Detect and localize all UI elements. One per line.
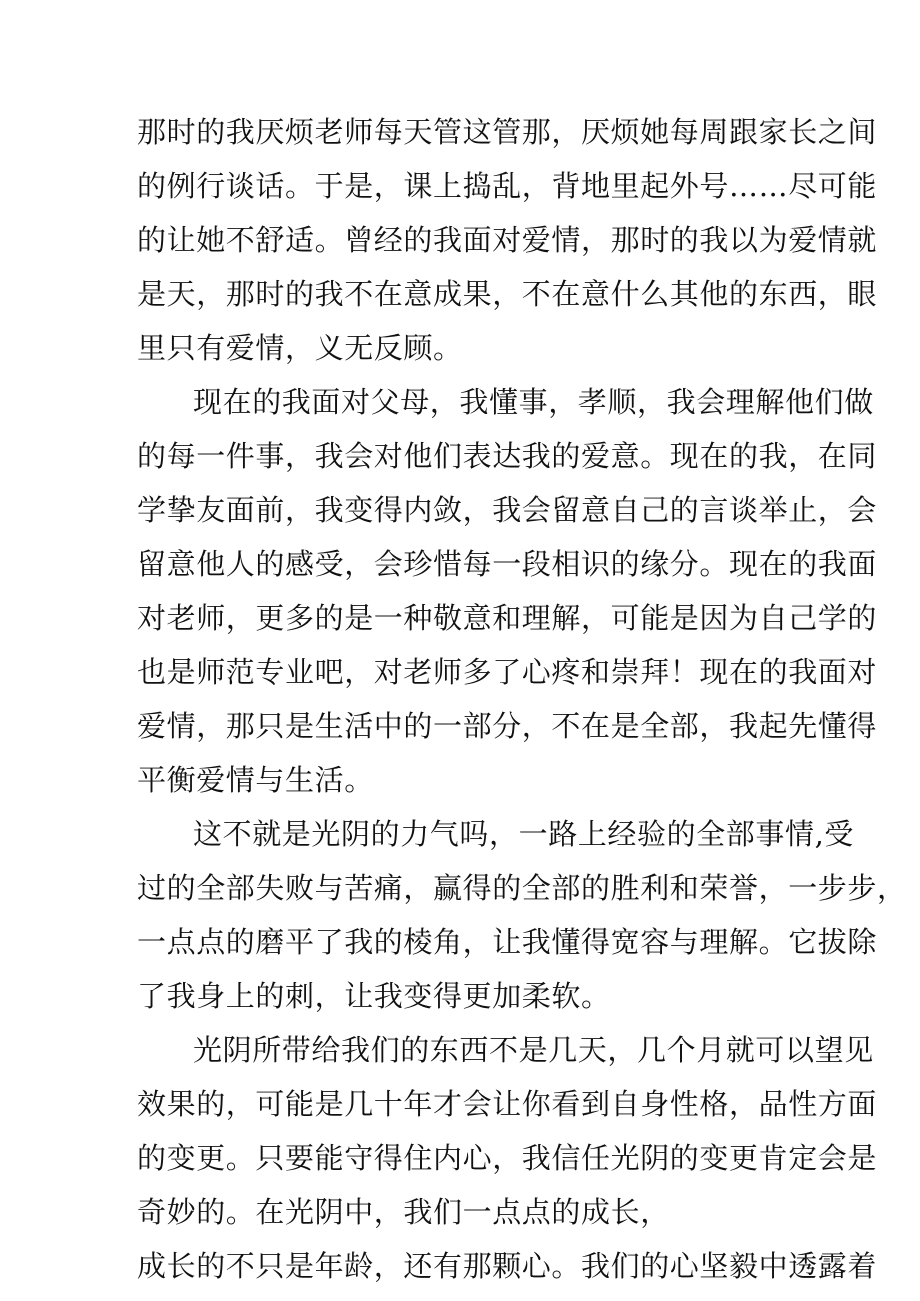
text-line: 一点点的磨平了我的棱角，让我懂得宽容与理解。它拔除 — [137, 925, 878, 959]
body-text — [137, 105, 907, 1293]
text-line: 平衡爱情与生活。 — [137, 763, 374, 797]
text-line: 爱情，那只是生活中的一部分，不在是全部，我起先懂得 — [137, 709, 878, 743]
text-line: 也是师范专业吧，对老师多了心疼和崇拜！现在的我面对 — [137, 655, 878, 689]
text-line: 奇妙的。在光阴中，我们一点点的成长， — [137, 1195, 670, 1229]
text-line: 对老师，更多的是一种敬意和理解，可能是因为自己学的 — [137, 601, 878, 635]
text-line: 的例行谈话。于是，课上捣乱，背地里起外号……尽可能 — [137, 169, 878, 203]
text-line: 效果的，可能是几十年才会让你看到自身性格，品性方面 — [137, 1087, 878, 1121]
text-line: 的每一件事，我会对他们表达我的爱意。现在的我，在同 — [137, 439, 878, 473]
text-line: 那时的我厌烦老师每天管这管那，厌烦她每周跟家长之间 — [137, 115, 878, 149]
paragraph-start-line: 光阴所带给我们的东西不是几天，几个月就可以望见 — [193, 1033, 874, 1067]
text-line: 的变更。只要能守得住内心，我信任光阴的变更肯定会是 — [137, 1141, 878, 1175]
text-line: 了我身上的刺，让我变得更加柔软。 — [137, 979, 611, 1013]
paragraph-start-line: 这不就是光阴的力气吗，一路上经验的全部事情,受 — [193, 817, 855, 851]
text-line: 留意他人的感受，会珍惜每一段相识的缘分。现在的我面 — [137, 547, 878, 581]
text-line: 学挚友面前，我变得内敛，我会留意自己的言谈举止，会 — [137, 493, 878, 527]
text-line: 过的全部失败与苦痛，赢得的全部的胜利和荣誉，一步步， — [137, 871, 907, 905]
paragraph-start-line: 现在的我面对父母，我懂事，孝顺，我会理解他们做 — [193, 385, 874, 419]
text-line: 成长的不只是年龄，还有那颗心。我们的心坚毅中透露着 — [137, 1249, 878, 1283]
text-line: 是天，那时的我不在意成果，不在意什么其他的东西，眼 — [137, 277, 878, 311]
text-line: 的让她不舒适。曾经的我面对爱情，那时的我以为爱情就 — [137, 223, 878, 257]
text-line: 里只有爱情，义无反顾。 — [137, 331, 463, 365]
